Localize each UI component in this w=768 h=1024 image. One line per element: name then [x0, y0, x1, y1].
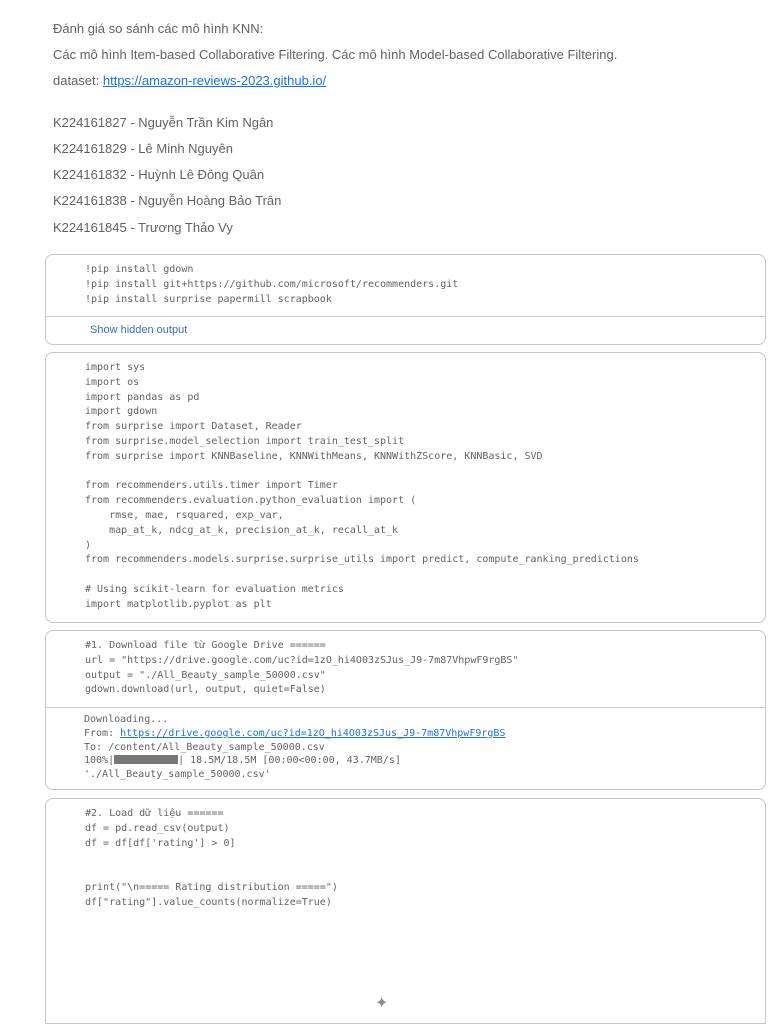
- member-2: K224161829 - Lê Minh Nguyên: [53, 141, 233, 156]
- code-editor[interactable]: #1. Download file từ Google Drive ====== url = "https://drive.google.com/uc?id=1zO_hi4O03zSJus_J9-7m87VhpwF9rgBS" output = "./All_Beauty_sample_50000.csv" gdown.download(url, output, quiet=False): [85, 640, 519, 696]
- show-hidden-output-button[interactable]: Show hidden output: [90, 324, 188, 336]
- dataset-label: dataset:: [53, 73, 103, 88]
- member-5: K224161845 - Trương Thảo Vy: [53, 220, 233, 235]
- code-editor[interactable]: !pip install gdown !pip install git+https://github.com/microsoft/recommenders.git !pip install surprise papermill scrapbook: [85, 264, 459, 305]
- code-editor[interactable]: import sys import os import pandas as pd import gdown from surprise import Dataset, Reader from surprise.model_selection import train_test_split from surprise import KNNBaseline, KNNWithMeans, KNNWithZScore, KNNBasic, SVD from recommenders.utils.timer import Timer from recommenders.evaluation.python_evaluation import ( rmse, mae, rsquared, exp_var, map_at_k, ndcg_at_k, precision_at_k, recall_at_k ) from recommenders.models.surprise.surprise_utils import predict, compute_ranking_predictions # Using scikit-learn for evaluation metrics import matplotlib.pyplot as plt: [85, 362, 639, 610]
- cell-output: Downloading... From: https://drive.google.com/uc?id=1zO_hi4O03zSJus_J9-7m87VhpwF9rgBS To: /content/All_Beauty_sample_50000.csv 100%| | 18.5M/18.5M [00:00<00:00, 43.7MB/s] './All_Beauty_sample_50000.csv': [84, 714, 506, 781]
- code-editor[interactable]: #2. Load dữ liệu ====== df = pd.read_csv(output) df = df[df['rating'] > 0] print("\n===== Rating distribution =====") df["rating"].value_counts(normalize=True): [85, 808, 338, 908]
- code-cell-download[interactable]: [45, 630, 766, 790]
- sparkle-icon[interactable]: ✦: [375, 995, 389, 1012]
- dataset-line: [53, 73, 326, 88]
- code-cell-imports[interactable]: [45, 352, 766, 623]
- drive-link[interactable]: https://drive.google.com/uc?id=1zO_hi4O03zSJus_J9-7m87VhpwF9rgBS: [120, 727, 506, 739]
- dataset-link[interactable]: https://amazon-reviews-2023.github.io/: [102, 73, 327, 88]
- member-3: K224161832 - Huỳnh Lê Đông Quân: [53, 167, 265, 182]
- progress-bar: [114, 755, 178, 764]
- notebook-subtitle: Các mô hình Item-based Collaborative Filtering. Các mô hình Model-based Collaborative Filtering.: [53, 47, 618, 62]
- member-1: K224161827 - Nguyễn Trần Kim Ngân: [53, 115, 274, 130]
- code-cell-install[interactable]: [45, 254, 766, 345]
- member-4: K224161838 - Nguyễn Hoàng Bảo Trân: [53, 193, 282, 208]
- code-cell-load-data[interactable]: [45, 798, 766, 1024]
- notebook-title: Đánh giá so sánh các mô hình KNN:: [53, 21, 264, 36]
